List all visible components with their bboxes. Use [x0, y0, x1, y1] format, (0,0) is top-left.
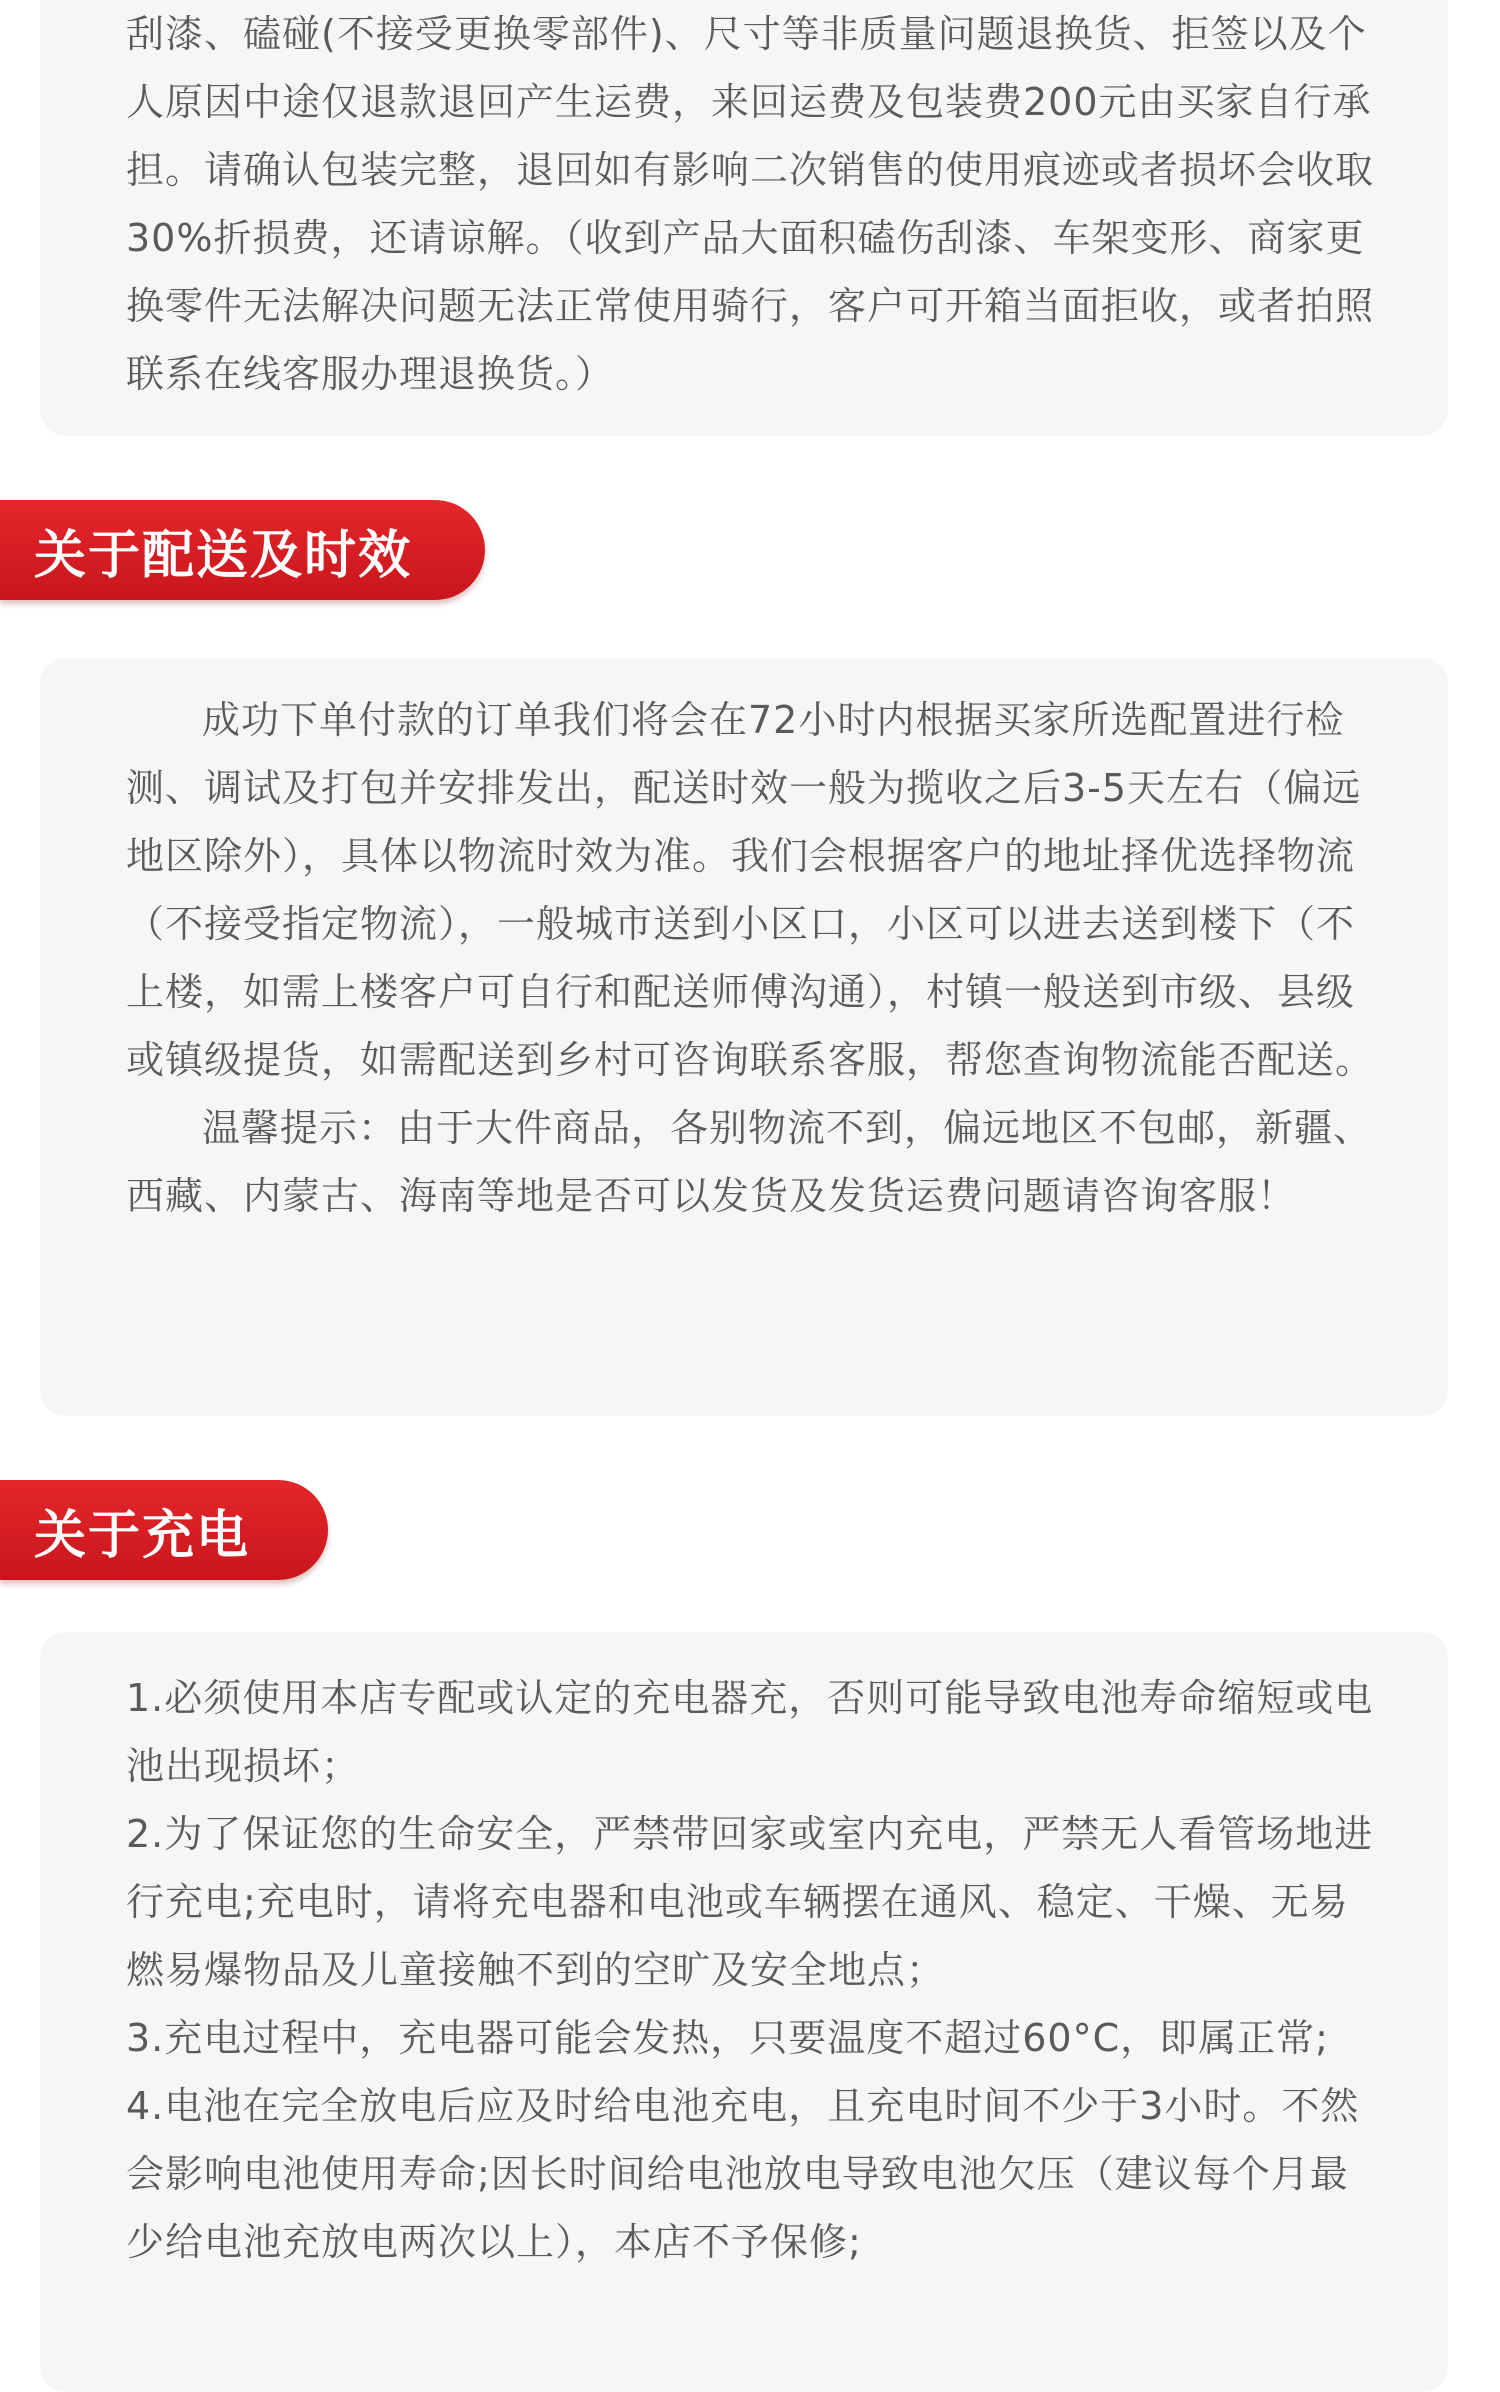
delivery-info-card: [40, 658, 1448, 1416]
charging-section-title: 关于充电: [34, 1505, 251, 1566]
charging-item-3: 3.充电过程中，充电器可能会发热，只要温度不超过60°C，即属正常;: [126, 2016, 1329, 2060]
charging-section-badge: [0, 1480, 328, 1580]
delivery-section-title: 关于配送及时效: [34, 525, 413, 586]
charging-info-card: [40, 1632, 1448, 2392]
charging-item-1: 1.必须使用本店专配或认定的充电器充，否则可能导致电池寿命缩短或电池出现损坏；: [126, 1676, 1374, 1788]
charging-item-4: 4.电池在完全放电后应及时给电池充电，且充电时间不少于3小时。不然会影响电池使用寿命;因长时间给电池放电导致电池欠压（建议每个月最少给电池充放电两次以上），本店不予保修;: [126, 2084, 1360, 2264]
delivery-tip-paragraph: 温馨提示：由于大件商品，各别物流不到，偏远地区不包邮，新疆、西藏、内蒙古、海南等地是否可以发货及发货运费问题请咨询客服！: [126, 1106, 1373, 1218]
returns-policy-text: 刮漆、磕碰(不接受更换零部件)、尺寸等非质量问题退换货、拒签以及个人原因中途仅退款退回产生运费，来回运费及包装费200元由买家自行承担。请确认包装完整，退回如有影响二次销售的使用痕迹或者损坏会收取30%折损费，还请谅解。（收到产品大面积磕伤刮漆、车架变形、商家更换零件无法解决问题无法正常使用骑行，客户可开箱当面拒收，或者拍照联系在线客服办理退换货。）: [126, 12, 1375, 396]
delivery-paragraph: 成功下单付款的订单我们将会在72小时内根据买家所选配置进行检测、调试及打包并安排发出，配送时效一般为揽收之后3-5天左右（偏远地区除外），具体以物流时效为准。我们会根据客户的地址择优选择物流（不接受指定物流），一般城市送到小区口，小区可以进去送到楼下（不上楼，如需上楼客户可自行和配送师傅沟通），村镇一般送到市级、县级或镇级提货，如需配送到乡村可咨询联系客服，帮您查询物流能否配送。: [126, 698, 1375, 1082]
delivery-section-badge: [0, 500, 485, 600]
charging-item-2: 2.为了保证您的生命安全，严禁带回家或室内充电，严禁无人看管场地进行充电;充电时，请将充电器和电池或车辆摆在通风、稳定、干燥、无易燃易爆物品及儿童接触不到的空旷及安全地点；: [126, 1812, 1374, 1992]
returns-policy-card: [40, 0, 1448, 436]
